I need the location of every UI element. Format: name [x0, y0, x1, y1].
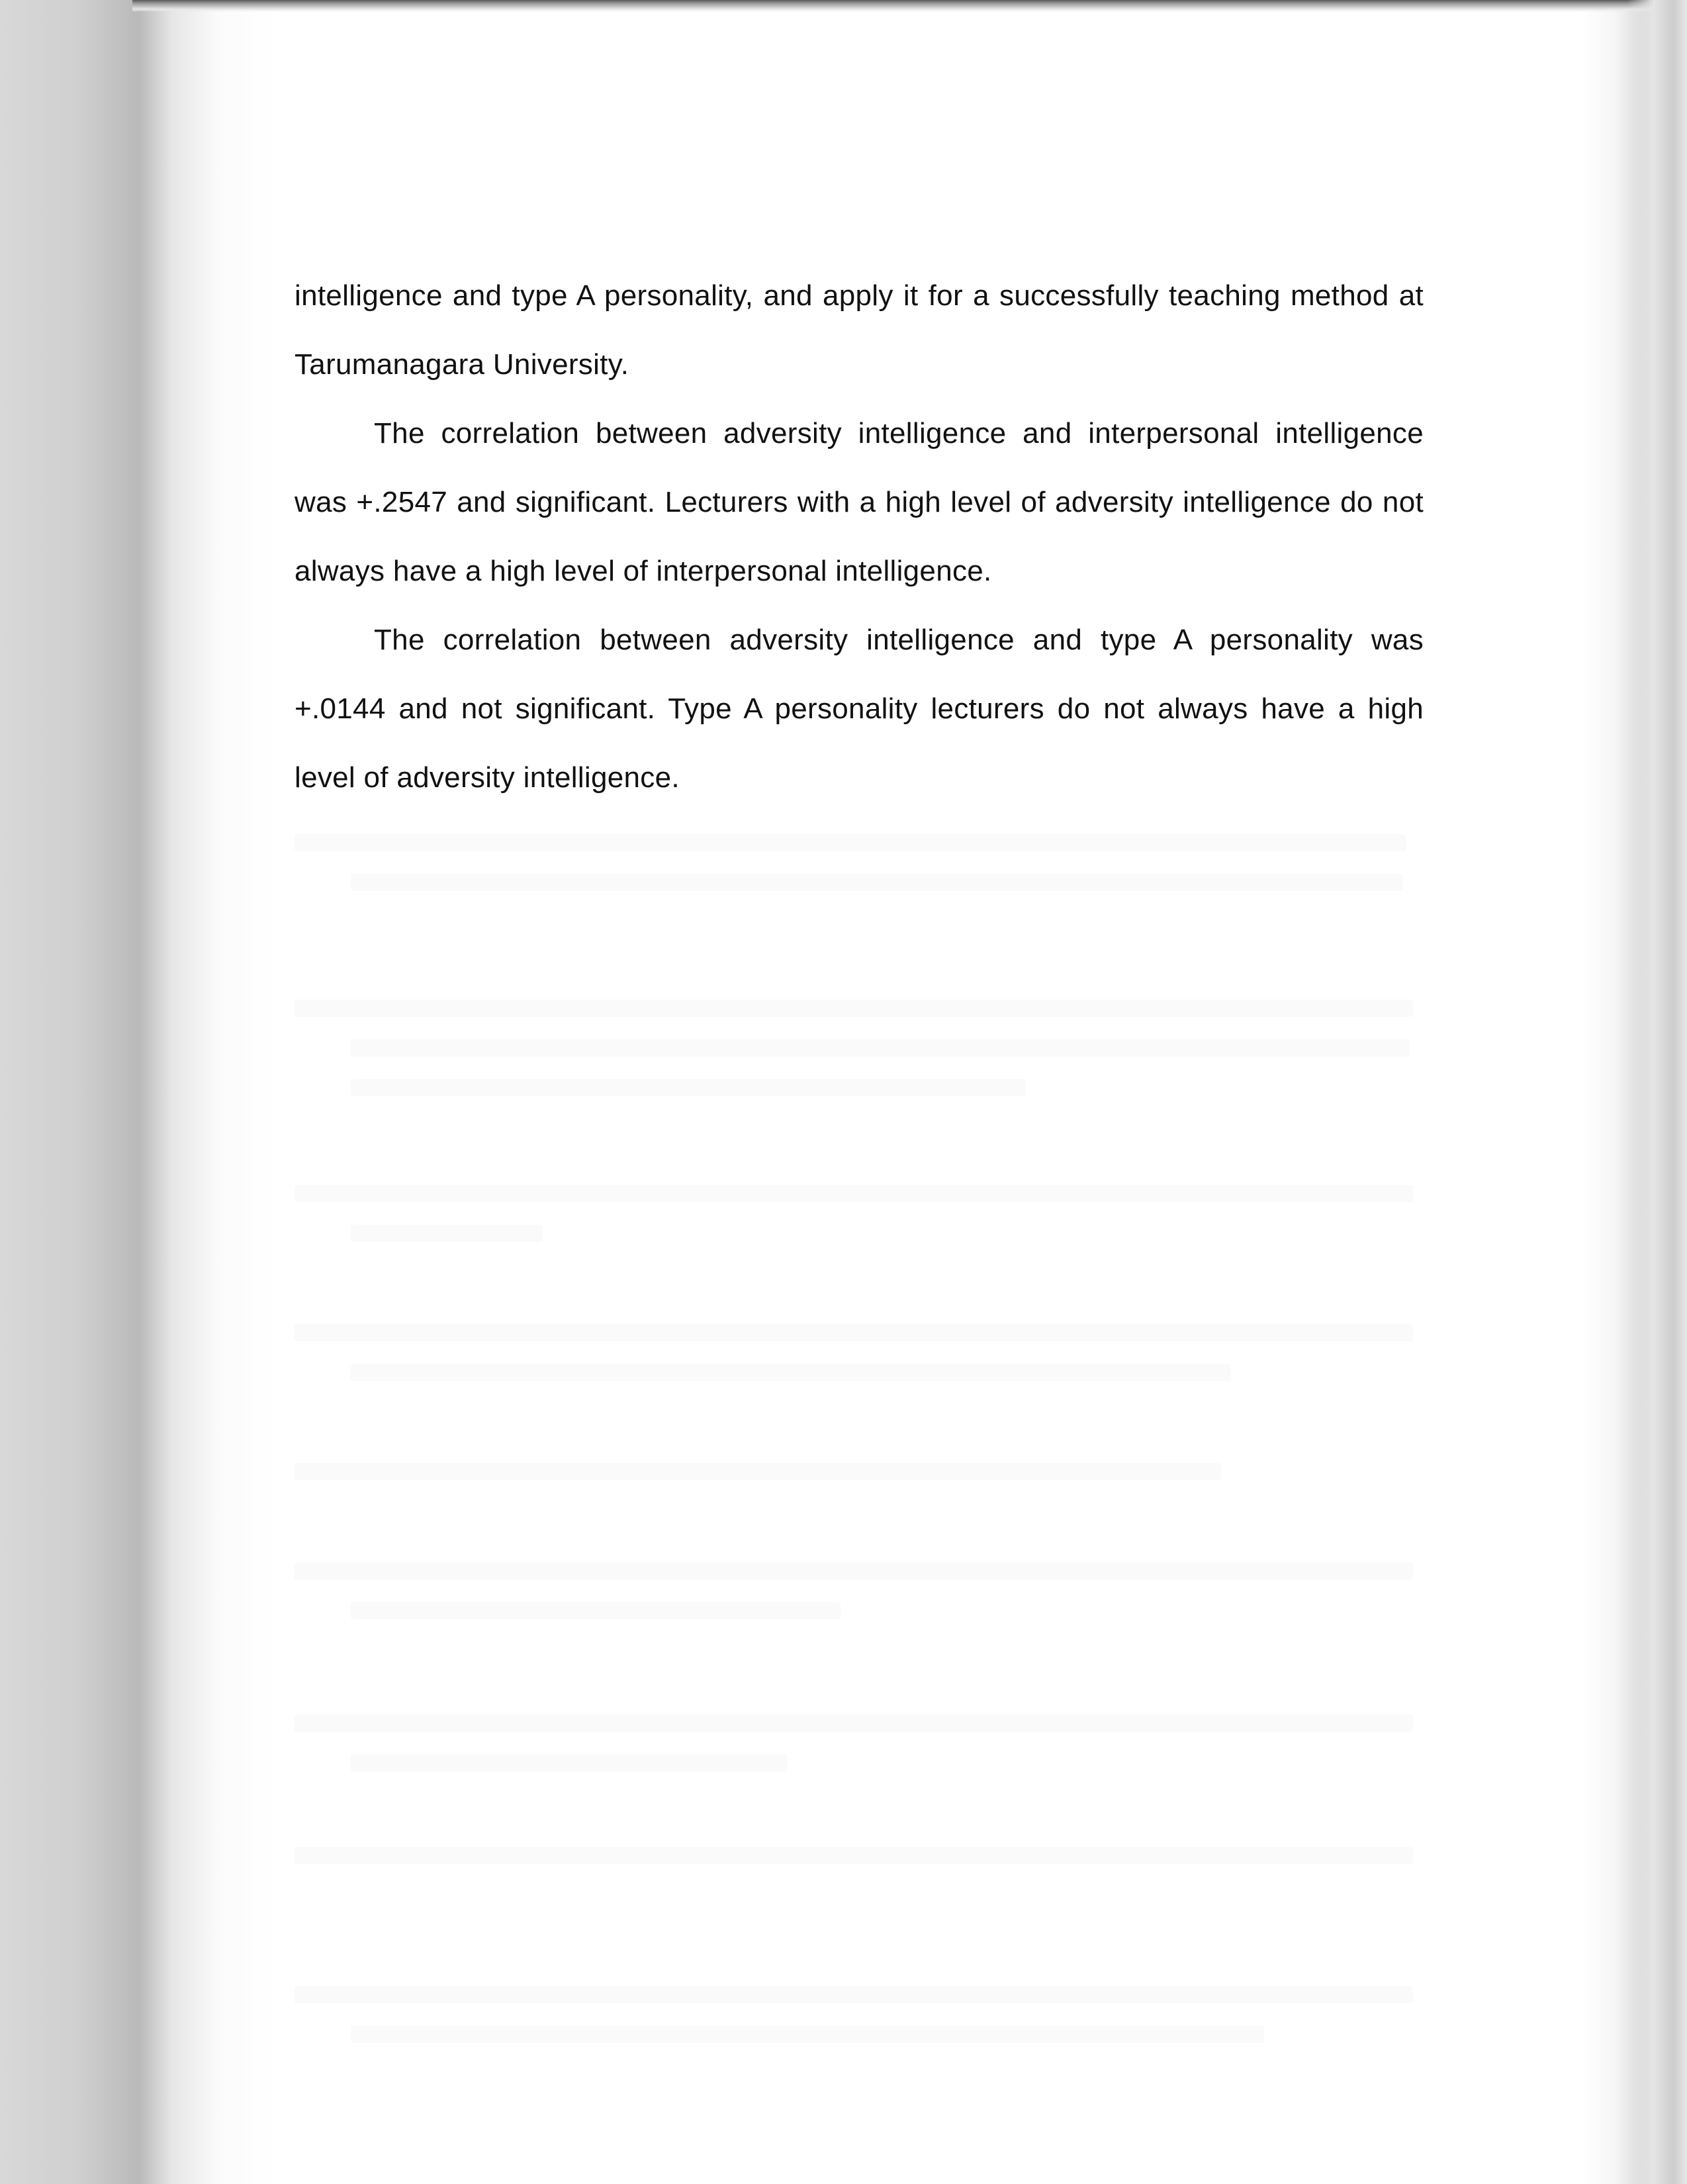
bleed-through-line: [351, 1039, 1410, 1057]
bleed-through-line: [295, 1715, 1413, 1732]
page-binding-edge: [1627, 0, 1687, 2184]
bleed-through-line: [351, 1754, 788, 1772]
bleed-through-line: [295, 1847, 1413, 1864]
bleed-through-line: [295, 1986, 1413, 2003]
bleed-through-line: [295, 1463, 1221, 1480]
paragraph-interpersonal-correlation: The correlation between adversity intelligence and interpersonal intelligence was +.2547 and significant. Lecturers with a high level of adversity intelligence do not always have a high level of interpersonal intelligence.: [295, 417, 1424, 587]
paragraph-conclusion-intro: intelligence and type A personality, and apply it for a successfully teaching method at Tarumanagara University.: [295, 279, 1424, 381]
document-body: [295, 261, 1424, 812]
bleed-through-line: [295, 1000, 1413, 1017]
bleed-through-line: [351, 1364, 1231, 1381]
bleed-through-line: [351, 1079, 1026, 1096]
bleed-through-line: [351, 1225, 543, 1242]
bleed-through-line: [295, 834, 1406, 851]
bleed-through-line: [351, 874, 1403, 891]
bleed-through-line: [351, 2026, 1264, 2043]
bleed-through-line: [351, 1602, 841, 1619]
page-top-edge-shadow: [132, 0, 1687, 12]
bleed-through-line: [295, 1324, 1413, 1341]
paragraph-type-a-correlation: The correlation between adversity intelligence and type A personality was +.0144 and not significant. Type A personality lecturers do not always have a high level of adversity intelligence.: [295, 624, 1424, 794]
bleed-through-line: [295, 1562, 1413, 1580]
bleed-through-line: [295, 1185, 1413, 1202]
